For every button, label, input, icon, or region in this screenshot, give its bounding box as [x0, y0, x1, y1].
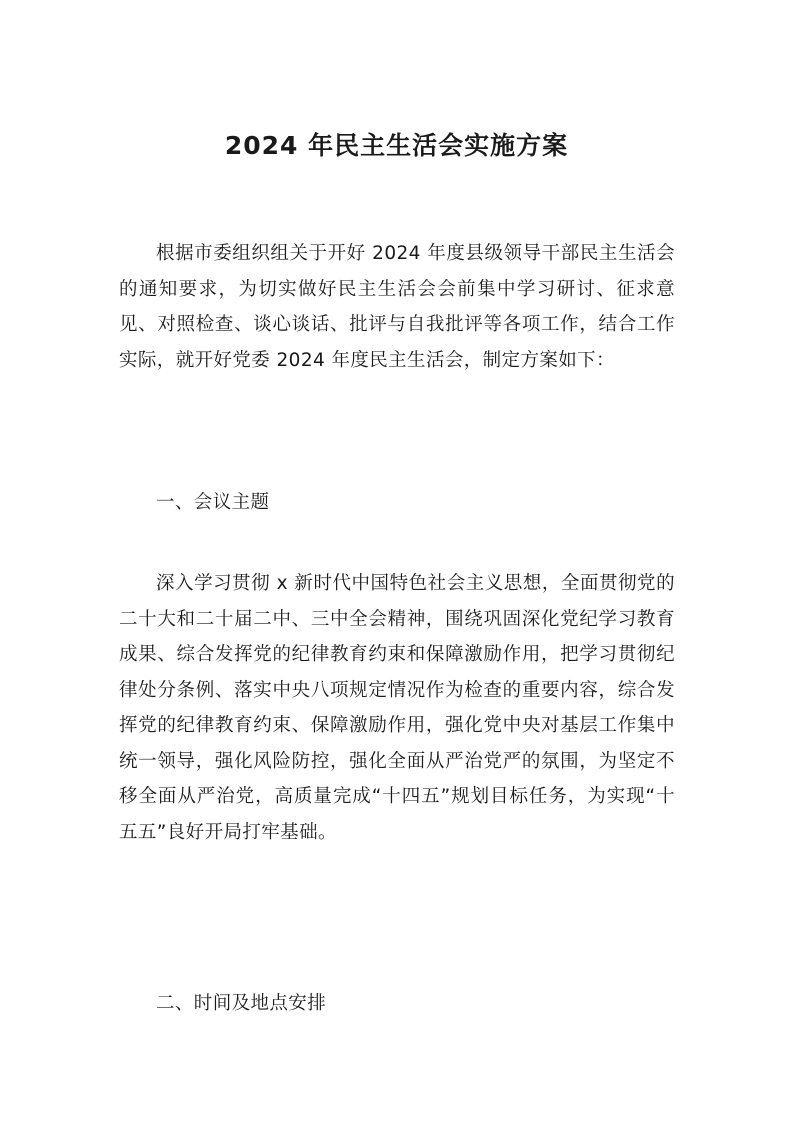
section-heading-meeting-theme: 一、会议主题	[156, 492, 270, 513]
section-heading-time-location: 二、时间及地点安排	[156, 993, 327, 1014]
document-title: 2024 年民主生活会实施方案	[224, 131, 569, 160]
intro-paragraph: 根据市委组织组关于开好 2024 年度县级领导干部民主生活会的通知要求，为切实做好民主生活会会前集中学习研讨、征求意见、对照检查、谈心谈话、批评与自我批评等各项工作，结合工作实际，就开好党委 2024 年度民主生活会，制定方案如下：	[119, 243, 675, 371]
meeting-theme-paragraph: 深入学习贯彻 x 新时代中国特色社会主义思想，全面贯彻党的二十大和二十届二中、三中全会精神，围绕巩固深化党纪学习教育成果、综合发挥党的纪律教育约束和保障激励作用，把学习贯彻纪律处分条例、落实中央八项规定情况作为检查的重要内容，综合发挥党的纪律教育约束、保障激励作用，强化党中央对基层工作集中统一领导，强化风险防控，强化全面从严治党严的氛围，为坚定不移全面从严治党，高质量完成“十四五”规划目标任务，为实现“十五五”良好开局打牢基础。	[119, 573, 675, 843]
